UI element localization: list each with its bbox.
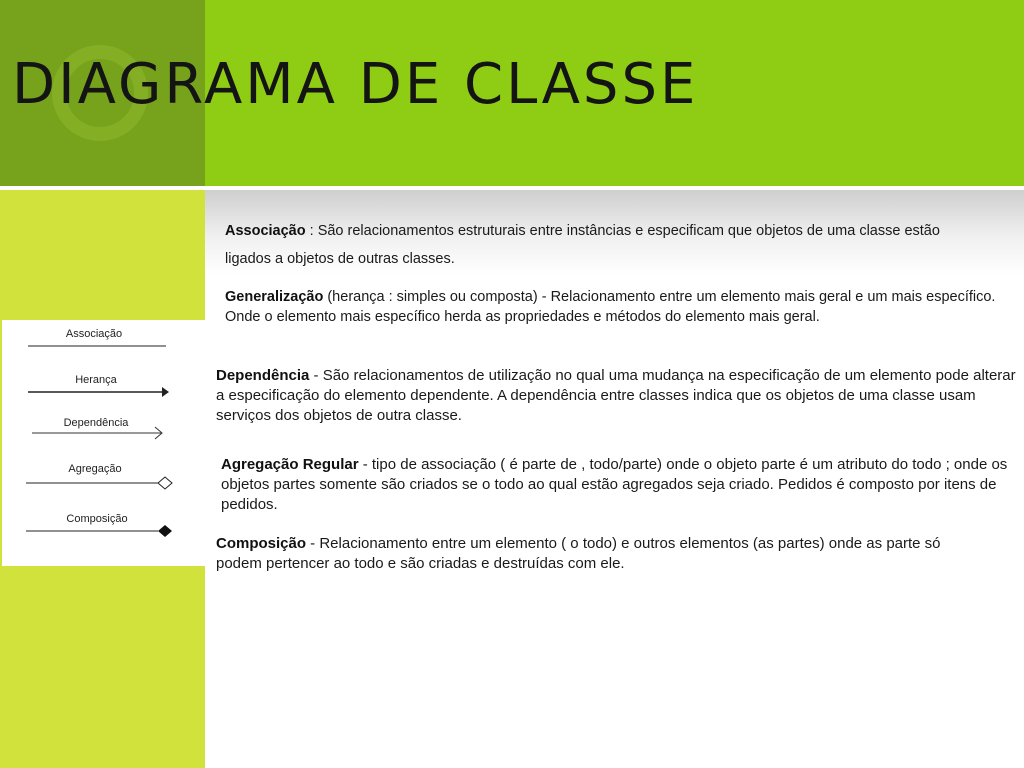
definition-associacao	[225, 217, 985, 273]
term-dependencia: Dependência	[216, 367, 310, 384]
inheritance-arrowhead-icon	[162, 387, 169, 397]
page-title: DIAGRAMA DE CLASSE	[12, 52, 699, 117]
legend-label-associacao: Associação	[65, 328, 123, 340]
hollow-diamond-icon	[158, 477, 172, 489]
legend-label-agregacao: Agregação	[68, 463, 122, 475]
definition-dependencia	[216, 366, 1016, 426]
text-associacao: : São relacionamentos estruturais entre instâncias e especificam que objetos de uma classe estão ligados a objetos de outras classes.	[225, 223, 940, 267]
legend-label-heranca: Herança	[75, 374, 117, 386]
definition-agregacao	[221, 455, 1011, 515]
filled-diamond-icon	[158, 525, 172, 537]
term-agregacao: Agregação Regular	[221, 456, 359, 473]
relationship-legend	[2, 320, 205, 566]
term-generalizacao: Generalização	[225, 289, 324, 305]
text-agregacao: - tipo de associação ( é parte de , todo/parte) onde o objeto parte é um atributo do todo ; onde os objetos partes somente são criados se o todo ao qual estão agregados seja criado. Pedidos é composto por itens de pedidos.	[221, 456, 1008, 513]
legend-diagram	[2, 320, 205, 566]
term-composicao: Composição	[216, 535, 307, 552]
text-generalizacao: (herança : simples ou composta) - Relacionamento entre um elemento mais geral e um mais específico. Onde o elemento mais específico herda as propriedades e métodos do elemento mais geral.	[225, 289, 996, 325]
text-composicao: - Relacionamento entre um elemento ( o todo) e outros elementos (as partes) onde as parte só podem pertencer ao todo e são criadas e destruídas com ele.	[216, 535, 941, 572]
legend-label-dependencia: Dependência	[63, 417, 129, 429]
legend-label-composicao: Composição	[66, 513, 128, 525]
definition-generalizacao	[225, 287, 1000, 327]
term-associacao: Associação	[225, 223, 306, 239]
text-dependencia: - São relacionamentos de utilização no qual uma mudança na especificação de um elemento pode alterar a especificação do elemento dependente. A dependência entre classes indica que os objetos de uma classe usam serviços dos objetos de outra classe.	[216, 367, 1016, 424]
definition-composicao	[216, 534, 966, 574]
